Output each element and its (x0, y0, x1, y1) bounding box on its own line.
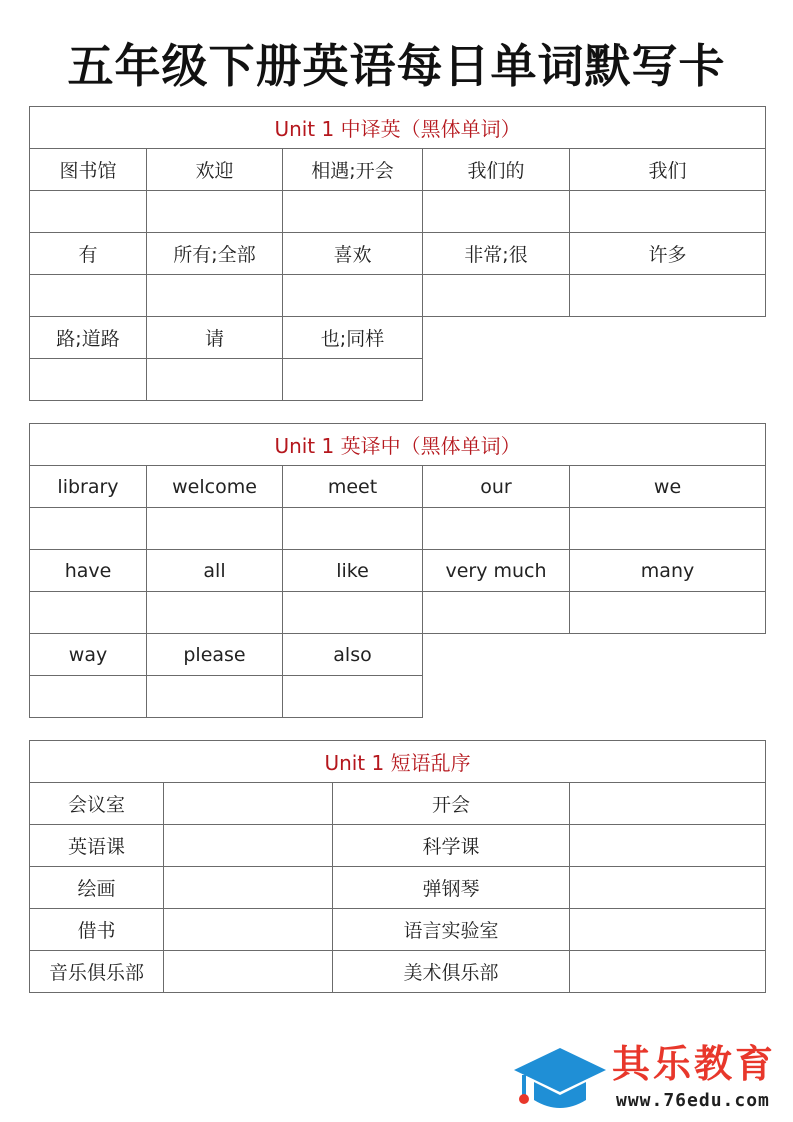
answer-cell[interactable] (423, 191, 570, 233)
answer-cell[interactable] (570, 909, 766, 951)
answer-cell[interactable] (147, 676, 283, 718)
answer-cell[interactable] (570, 191, 766, 233)
answer-cell[interactable] (164, 951, 333, 993)
section-heading: Unit 1 英译中（黑体单词） (30, 424, 766, 466)
section-chinese-to-english (29, 106, 766, 401)
word-cell: 我们的 (423, 149, 570, 191)
answer-cell[interactable] (570, 783, 766, 825)
phrase-row (30, 783, 766, 825)
brand-logo (512, 1040, 784, 1118)
word-cell: 路;道路 (30, 317, 147, 359)
phrase-cell: 开会 (333, 783, 570, 825)
answer-cell[interactable] (30, 508, 147, 550)
word-cell: 请 (147, 317, 283, 359)
word-cell: 也;同样 (283, 317, 423, 359)
word-cell: all (147, 550, 283, 592)
answer-cell[interactable] (570, 508, 766, 550)
word-row (30, 550, 766, 592)
empty-space (423, 634, 766, 676)
empty-space (423, 359, 766, 401)
answer-cell[interactable] (164, 825, 333, 867)
answer-cell[interactable] (147, 359, 283, 401)
word-cell: welcome (147, 466, 283, 508)
section-heading: Unit 1 中译英（黑体单词） (30, 107, 766, 149)
answer-row (30, 592, 766, 634)
phrase-row (30, 909, 766, 951)
phrase-cell: 音乐俱乐部 (30, 951, 164, 993)
answer-cell[interactable] (147, 592, 283, 634)
phrase-cell: 语言实验室 (333, 909, 570, 951)
answer-cell[interactable] (423, 592, 570, 634)
section-heading: Unit 1 短语乱序 (30, 741, 766, 783)
phrase-cell: 英语课 (30, 825, 164, 867)
section-phrases (29, 740, 766, 993)
word-cell: many (570, 550, 766, 592)
phrase-cell: 美术俱乐部 (333, 951, 570, 993)
answer-cell[interactable] (570, 867, 766, 909)
word-cell: also (283, 634, 423, 676)
brand-name: 其乐教育 (612, 1042, 777, 1086)
answer-cell[interactable] (30, 275, 147, 317)
answer-cell[interactable] (570, 825, 766, 867)
answer-cell[interactable] (283, 676, 423, 718)
word-cell: library (30, 466, 147, 508)
brand-url: www.76edu.com (616, 1090, 770, 1111)
answer-cell[interactable] (147, 508, 283, 550)
graduation-cap-icon (512, 1044, 608, 1116)
word-cell: 所有;全部 (147, 233, 283, 275)
answer-cell[interactable] (283, 359, 423, 401)
word-cell: way (30, 634, 147, 676)
phrase-cell: 弹钢琴 (333, 867, 570, 909)
phrase-row (30, 825, 766, 867)
word-cell: like (283, 550, 423, 592)
section-english-to-chinese (29, 423, 766, 718)
answer-cell[interactable] (164, 867, 333, 909)
phrase-cell: 会议室 (30, 783, 164, 825)
word-cell: our (423, 466, 570, 508)
word-cell: please (147, 634, 283, 676)
phrase-cell: 科学课 (333, 825, 570, 867)
answer-cell[interactable] (423, 275, 570, 317)
answer-cell[interactable] (30, 191, 147, 233)
answer-cell[interactable] (164, 909, 333, 951)
word-cell: 非常;很 (423, 233, 570, 275)
word-row (30, 317, 766, 359)
word-row (30, 149, 766, 191)
word-cell: 许多 (570, 233, 766, 275)
answer-cell[interactable] (570, 592, 766, 634)
empty-space (423, 317, 766, 359)
word-cell: meet (283, 466, 423, 508)
answer-cell[interactable] (147, 275, 283, 317)
page-title: 五年级下册英语每日单词默写卡 (67, 39, 726, 93)
word-cell: 欢迎 (147, 149, 283, 191)
answer-cell[interactable] (283, 592, 423, 634)
empty-space (423, 676, 766, 718)
answer-cell[interactable] (283, 508, 423, 550)
answer-cell[interactable] (30, 359, 147, 401)
answer-row (30, 191, 766, 233)
answer-row (30, 676, 766, 718)
answer-cell[interactable] (283, 191, 423, 233)
word-row (30, 466, 766, 508)
answer-cell[interactable] (147, 191, 283, 233)
word-row (30, 634, 766, 676)
answer-cell[interactable] (570, 951, 766, 993)
answer-cell[interactable] (423, 508, 570, 550)
word-row (30, 233, 766, 275)
word-cell: very much (423, 550, 570, 592)
answer-cell[interactable] (30, 676, 147, 718)
answer-row (30, 359, 766, 401)
word-cell: 喜欢 (283, 233, 423, 275)
answer-cell[interactable] (164, 783, 333, 825)
phrase-row (30, 951, 766, 993)
answer-row (30, 508, 766, 550)
phrase-cell: 借书 (30, 909, 164, 951)
answer-cell[interactable] (30, 592, 147, 634)
answer-cell[interactable] (570, 275, 766, 317)
answer-row (30, 275, 766, 317)
word-cell: 有 (30, 233, 147, 275)
word-cell: have (30, 550, 147, 592)
phrase-row (30, 867, 766, 909)
answer-cell[interactable] (283, 275, 423, 317)
word-cell: 相遇;开会 (283, 149, 423, 191)
word-cell: 图书馆 (30, 149, 147, 191)
phrase-cell: 绘画 (30, 867, 164, 909)
word-cell: we (570, 466, 766, 508)
word-cell: 我们 (570, 149, 766, 191)
